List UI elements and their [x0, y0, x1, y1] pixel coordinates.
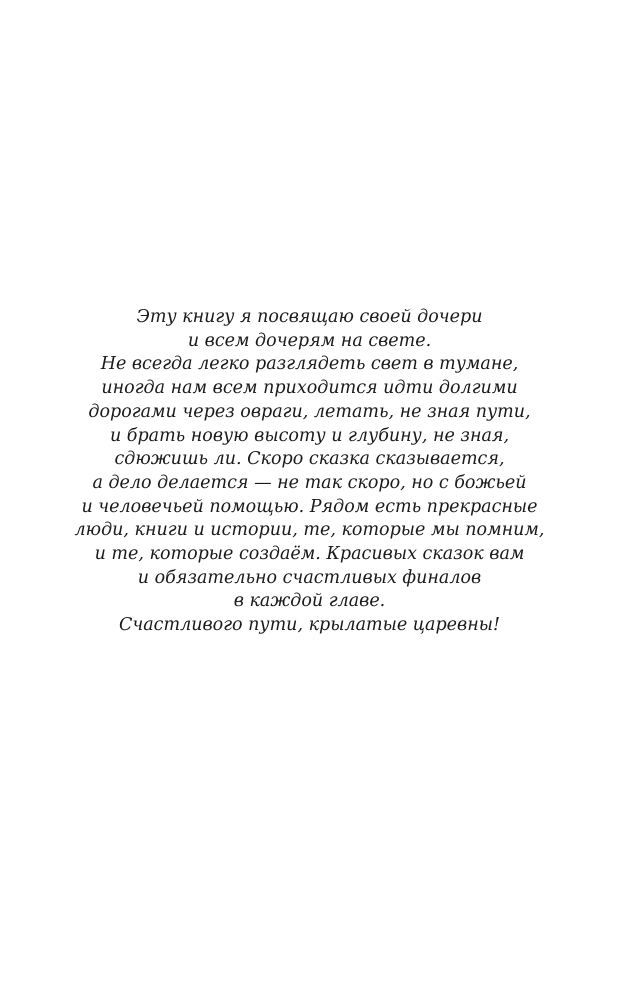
dedication-line: Эту книгу я посвящаю своей дочери: [136, 307, 483, 327]
dedication-line: в каждой главе.: [233, 591, 386, 612]
dedication-text: [0, 306, 619, 638]
dedication-line: и всем дочерям на свете.: [187, 330, 432, 351]
dedication-line: люди, книги и истории, те, которые мы помним,: [74, 520, 545, 541]
dedication-line: дорогами через овраги, летать, не зная пути,: [88, 401, 531, 422]
dedication-line: и человечьей помощью. Рядом есть прекрасные: [81, 496, 538, 517]
dedication-line: сдюжишь ли. Скоро сказка сказывается,: [114, 449, 505, 470]
dedication-line: и обязательно счастливых финалов: [137, 567, 482, 588]
dedication-line: Не всегда легко разглядеть свет в тумане,: [100, 354, 519, 375]
dedication-line: Счастливого пути, крылатые царевны!: [118, 615, 501, 636]
dedication-line: и брать новую высоту и глубину, не зная,: [109, 425, 510, 446]
dedication-line: и те, которые создаём. Красивых сказок вам: [94, 544, 525, 565]
dedication-line: иногда нам всем приходится идти долгими: [101, 378, 518, 399]
dedication-line: а дело делается — не так скоро, но с божьей: [92, 472, 527, 493]
